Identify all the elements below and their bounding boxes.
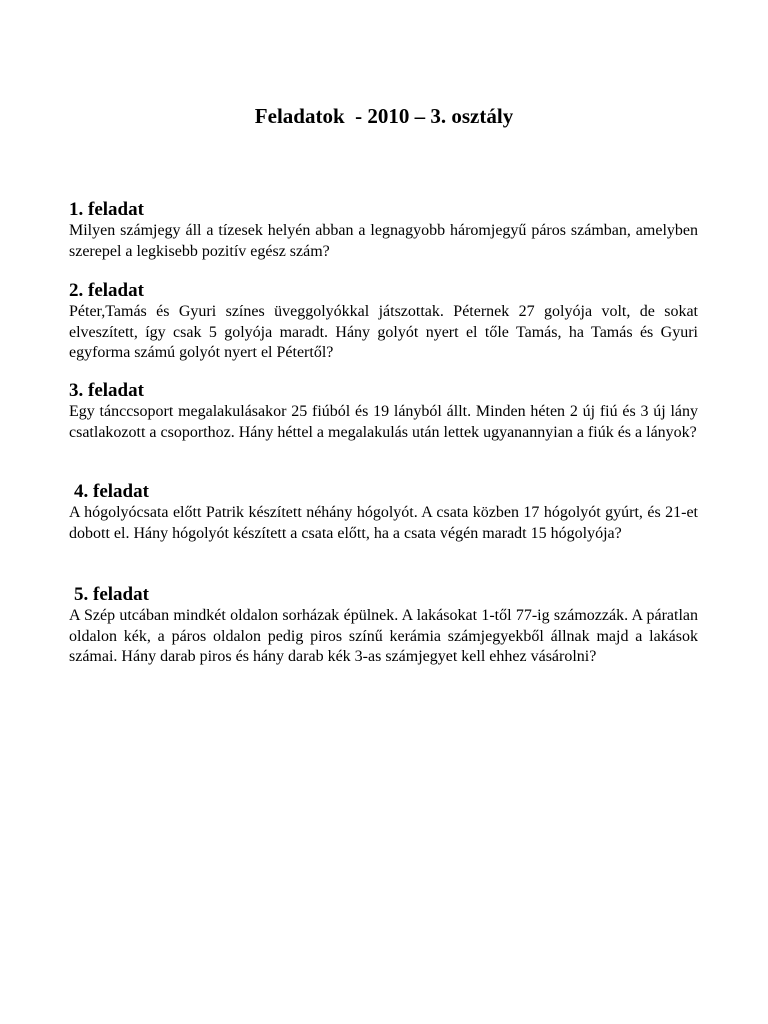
task-4	[69, 481, 698, 544]
task-1-heading: 1. feladat	[69, 199, 144, 220]
task-4-text: A hógolyócsata előtt Patrik készített néhány hógolyót. A csata közben 17 hógolyót gyúrt, és 21-et dobott el. Hány hógolyót készített a csata előtt, ha a csata végén maradt 15 hógolyója?	[69, 504, 698, 542]
task-2	[69, 280, 698, 364]
task-1-text: Milyen számjegy áll a tízesek helyén abban a legnagyobb háromjegyű páros számban, amelyben szerepel a legkisebb pozitív egész szám?	[69, 222, 698, 260]
task-2-heading: 2. feladat	[69, 280, 144, 301]
task-5	[69, 584, 698, 668]
task-1	[69, 199, 698, 262]
page-title: Feladatok - 2010 – 3. osztály	[254, 104, 514, 128]
task-3-text: Egy tánccsoport megalakulásakor 25 fiúból és 19 lányból állt. Minden héten 2 új fiú és 3 új lány csatlakozott a csoporthoz. Hány héttel a megalakulás után lettek ugyanannyian a fiúk és a lányok?	[69, 403, 698, 441]
task-5-heading: 5. feladat	[74, 584, 149, 605]
task-4-heading: 4. feladat	[74, 481, 149, 502]
task-3-heading: 3. feladat	[69, 380, 144, 401]
task-2-text: Péter,Tamás és Gyuri színes üveggolyókkal játszottak. Péternek 27 golyója volt, de sokat elveszített, így csak 5 golyója maradt. Hány golyót nyert el tőle Tamás, ha Tamás és Gyuri egyforma számú golyót nyert el Pétertől?	[69, 303, 698, 361]
task-3	[69, 380, 698, 443]
task-5-text: A Szép utcában mindkét oldalon sorházak épülnek. A lakásokat 1-től 77-ig számozzák. A páratlan oldalon kék, a páros oldalon pedig piros színű kerámia számjegyekből állnak majd a lakások számai. Hány darab piros és hány darab kék 3-as számjegyet kell ehhez vásárolni?	[69, 607, 698, 665]
